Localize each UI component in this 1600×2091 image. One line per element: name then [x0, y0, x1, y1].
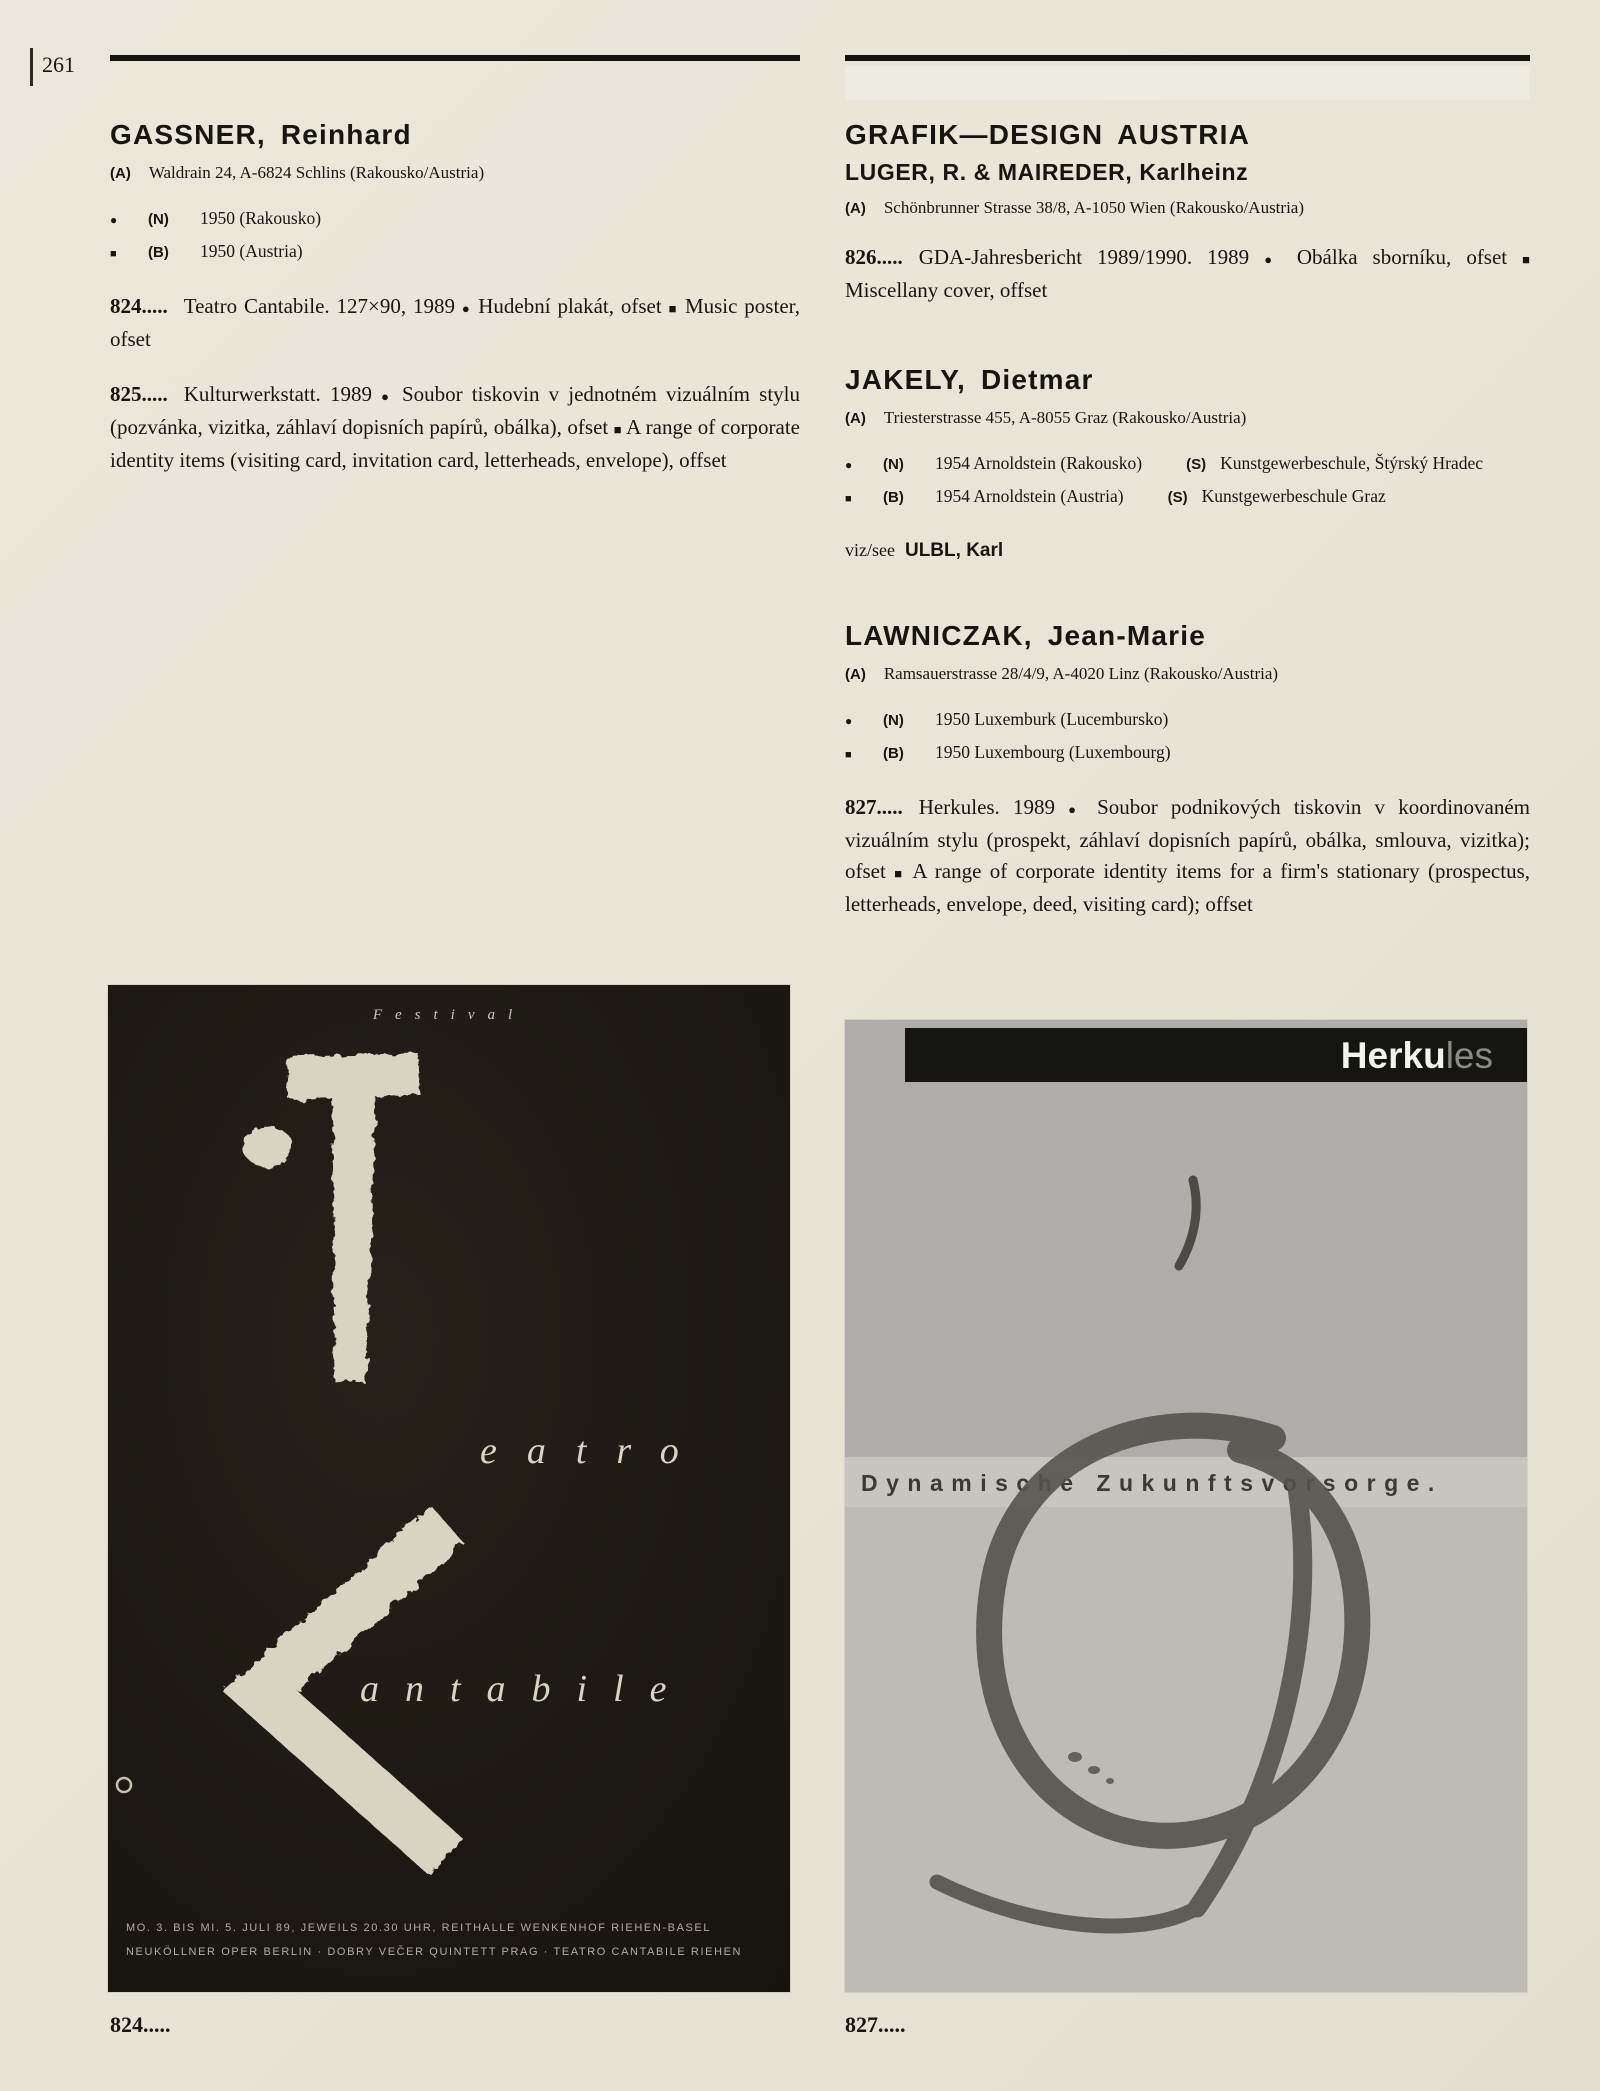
- festival-title: Festival: [372, 1007, 526, 1023]
- left-column: [110, 55, 800, 476]
- teatro-poster-image: [108, 985, 790, 1992]
- birth-line-en: [845, 739, 1530, 768]
- address-label: (A): [845, 410, 866, 427]
- birth-text: 1950 Luxemburk (Lucembursko): [935, 709, 1169, 729]
- square-bullet-icon: ■: [613, 422, 622, 437]
- cross-reference: [845, 540, 1530, 562]
- page-number: 261: [42, 52, 75, 77]
- work-title: Teatro Cantabile. 127×90, 1989: [183, 294, 456, 318]
- school-text: Kunstgewerbeschule Graz: [1201, 486, 1386, 506]
- herkules-logotype: [1341, 1035, 1493, 1076]
- address-line: [110, 163, 800, 183]
- bio-lines: [110, 205, 800, 267]
- address-label: (A): [845, 200, 866, 217]
- credit-line-1: MO. 3. BIS MI. 5. JULI 89, JEWEILS 20.30 UHR, REITHALLE WENKENHOF RIEHEN-BASEL: [126, 1922, 712, 1934]
- address-text: Schönbrunner Strasse 38/8, A-1050 Wien (Rakousko/Austria): [883, 198, 1304, 217]
- work-number: 827.....: [845, 795, 903, 819]
- square-bullet-icon: ■: [1522, 252, 1531, 267]
- bio-lines: [845, 706, 1530, 768]
- birth-label: (B): [148, 244, 169, 261]
- dot-bullet-icon: ●: [1068, 802, 1084, 817]
- birth-line-en: [845, 483, 1530, 512]
- work-title: GDA-Jahresbericht 1989/1990. 1989: [918, 245, 1250, 269]
- address-text: Waldrain 24, A-6824 Schlins (Rakousko/Austria): [148, 163, 485, 182]
- work-desc-cz: Soubor tiskovin v jednotném vizuálním stylu (pozvánka, vizitka, záhlaví dopisních papírů, obálka), ofset: [110, 382, 800, 439]
- dot-bullet-icon: ●: [845, 714, 853, 728]
- work-title: Kulturwerkstatt. 1989: [183, 382, 372, 406]
- see-target-name: ULBL, Karl: [904, 540, 1004, 561]
- word-eatro: eatro: [480, 1430, 709, 1472]
- word-antabile: antabile: [360, 1668, 693, 1710]
- herkules-poster-image: [845, 1020, 1527, 1992]
- birth-text: 1950 (Rakousko): [200, 208, 322, 228]
- poster-herkules: [845, 1020, 1527, 1992]
- right-column: [845, 55, 1530, 920]
- dot-bullet-icon: ●: [110, 213, 118, 227]
- square-bullet-icon: ■: [668, 301, 679, 316]
- work-desc-en: Miscellany cover, offset: [845, 278, 1048, 302]
- work-number: 825.....: [110, 382, 168, 406]
- work-number: 826.....: [845, 245, 903, 269]
- square-bullet-icon: ■: [894, 866, 906, 881]
- work-desc-cz: Hudební plakát, ofset: [478, 294, 662, 318]
- column-rule-left: [110, 55, 800, 61]
- dot-bullet-icon: ●: [845, 458, 853, 472]
- dot-bullet-icon: ●: [1264, 252, 1282, 267]
- birth-line-cz: [845, 706, 1530, 734]
- poster-teatro-cantabile: [108, 985, 790, 1992]
- birth-line-cz: [845, 450, 1530, 478]
- designer-name-lawniczak: LAWNICZAK, Jean-Marie: [845, 620, 1207, 651]
- designer-name-jakely: JAKELY, Dietmar: [845, 364, 1094, 395]
- square-bullet-icon: ■: [845, 749, 852, 761]
- bio-lines: [845, 450, 1530, 512]
- credit-line-2: NEUKÖLLNER OPER BERLIN · DOBRY VEČER QUINTETT PRAG · TEATRO CANTABILE RIEHEN: [126, 1946, 743, 1958]
- school-label: (S): [1186, 456, 1207, 473]
- address-line: [845, 408, 1530, 428]
- page-margin-mark: [30, 48, 33, 86]
- work-desc-en: A range of corporate identity items (visiting card, invitation card, letterheads, envelope), offset: [110, 415, 801, 472]
- address-label: (A): [845, 666, 866, 683]
- birth-text: 1950 Luxembourg (Luxembourg): [935, 742, 1171, 762]
- school-text: Kunstgewerbeschule, Štýrský Hradec: [1220, 453, 1483, 473]
- work-desc-en: A range of corporate identity items for a firm's stationary (prospectus, letterheads, envelope, deed, visiting card); offset: [845, 859, 1531, 916]
- birth-line-cz: [110, 205, 800, 233]
- work-entry-825: [110, 379, 800, 476]
- entry-jakely: [845, 364, 1530, 562]
- work-entry-827: [845, 792, 1530, 920]
- work-entry-826: [845, 242, 1530, 306]
- school-label: (S): [1167, 489, 1188, 506]
- designer-names-luger-maireder: LUGER, R. & MAIREDER, Karlheinz: [845, 159, 1249, 185]
- square-bullet-icon: ■: [110, 248, 117, 260]
- dot-bullet-icon: ●: [381, 389, 393, 404]
- poster-caption-827: 827.....: [845, 2012, 906, 2037]
- address-line: [845, 198, 1530, 218]
- entry-gassner: [110, 119, 800, 476]
- see-prefix: viz/see: [845, 540, 895, 560]
- birth-text: 1954 Arnoldstein (Rakousko): [935, 453, 1143, 473]
- birth-text: 1954 Arnoldstein (Austria): [935, 486, 1124, 506]
- birth-label: (N): [148, 211, 169, 228]
- entry-lawniczak: [845, 620, 1530, 920]
- work-desc-cz: Soubor podnikových tiskovin v koordinovaném vizuálním stylu (prospekt, záhlaví dopisních papírů, obálka, smlouva, vizitka); ofset: [845, 795, 1531, 883]
- address-line: [845, 664, 1530, 684]
- tagline-text: Dynamische Zukunftsvorsorge.: [861, 1470, 1443, 1496]
- birth-line-en: [110, 238, 800, 267]
- birth-label: (N): [883, 712, 904, 729]
- entry-grafik-design-austria: [845, 119, 1530, 306]
- poster-upper-area: [845, 1020, 1527, 1457]
- work-desc-en: Music poster, ofset: [110, 294, 801, 351]
- birth-text: 1950 (Austria): [200, 241, 303, 261]
- birth-label: (N): [883, 456, 904, 473]
- address-label: (A): [110, 165, 131, 182]
- logotype-light-part: les: [1445, 1035, 1493, 1076]
- square-bullet-icon: ■: [845, 493, 852, 505]
- address-text: Ramsauerstrasse 28/4/9, A-4020 Linz (Rakousko/Austria): [883, 664, 1279, 683]
- work-title: Herkules. 1989: [918, 795, 1055, 819]
- birth-label: (B): [883, 489, 904, 506]
- poster-caption-824: 824.....: [110, 2012, 171, 2037]
- column-rule-right: [845, 55, 1530, 61]
- logotype-bold-part: Herku: [1340, 1035, 1446, 1076]
- dot-bullet-icon: ●: [461, 301, 472, 316]
- work-number: 824.....: [110, 294, 168, 318]
- group-name-grafik: GRAFIK—DESIGN AUSTRIA: [845, 119, 1251, 150]
- work-desc-cz: Obálka sborníku, ofset: [1296, 245, 1508, 269]
- birth-label: (B): [883, 745, 904, 762]
- designer-name-gassner: GASSNER, Reinhard: [110, 119, 412, 150]
- address-text: Triesterstrasse 455, A-8055 Graz (Rakousko/Austria): [883, 408, 1247, 427]
- work-entry-824: [110, 291, 800, 355]
